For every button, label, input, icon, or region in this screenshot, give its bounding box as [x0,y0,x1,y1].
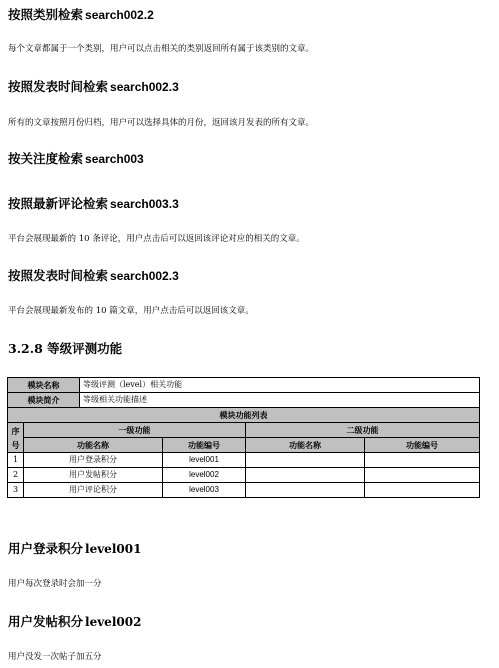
table-row [8,468,480,483]
heading-text: 按照类别检索 [8,7,84,22]
heading-publish-time-search [8,79,179,95]
table-row [8,438,480,453]
paragraph-login-points: 用户每次登录时会加一分 [8,579,102,589]
table-row [8,393,480,408]
row-seq: 1 [8,453,24,468]
paragraph-post-points: 用户没发一次帖子加五分 [8,652,102,662]
row-seq: 3 [8,483,24,498]
heading-text: 用户发帖积分 [8,614,84,629]
level2-header: 二级功能 [246,423,480,438]
paragraph-publish-time-search-2: 平台会展现最新发布的 10 篇文章，用户点击后可以返回该文章。 [8,306,254,316]
section-title: 3.2.8 等级评测功能 [8,341,123,356]
row-func-code: level002 [163,468,246,483]
row-l2-name [246,468,365,483]
heading-code: search002.2 [85,8,154,22]
l1-func-code-header: 功能编号 [163,438,246,453]
module-table [7,377,480,498]
module-desc-value: 等级相关功能描述 [80,393,480,408]
table-row [8,378,480,393]
seq-header: 序号 [8,423,24,453]
heading-latest-comment-search [8,196,179,212]
paragraph-publish-time-search: 所有的文章按照月份归档，用户可以选择具体的月份，返回该月发表的所有文章。 [8,118,315,128]
heading-text: 按照最新评论检索 [8,196,109,211]
row-l2-code [365,453,480,468]
row-func-code: level003 [163,483,246,498]
module-name-label: 模块名称 [8,378,80,393]
row-l2-name [246,453,365,468]
heading-code: search003 [85,152,144,166]
row-func-name: 用户评论积分 [24,483,163,498]
heading-text: 按照发表时间检索 [8,79,109,94]
row-l2-name [246,483,365,498]
l1-func-name-header: 功能名称 [24,438,163,453]
row-seq: 2 [8,468,24,483]
paragraph-latest-comment-search: 平台会展现最新的 10 条评论，用户点击后可以返回该评论对应的相关的文章。 [8,234,305,244]
l2-func-code-header: 功能编号 [365,438,480,453]
function-list-header: 模块功能列表 [8,408,480,423]
heading-attention-search [8,151,144,167]
module-name-value: 等级评测（level）相关功能 [80,378,480,393]
row-l2-code [365,483,480,498]
module-desc-label: 模块简介 [8,393,80,408]
level1-header: 一级功能 [24,423,246,438]
table-row [8,408,480,423]
table-row [8,483,480,498]
table-row [8,423,480,438]
heading-text: 按关注度检索 [8,151,84,166]
heading-text: 用户登录积分 [8,541,84,556]
heading-text: 按照发表时间检索 [8,268,109,283]
l2-func-name-header: 功能名称 [246,438,365,453]
heading-category-search [8,7,154,23]
row-func-name: 用户登录积分 [24,453,163,468]
table-row [8,453,480,468]
paragraph-category-search: 每个文章都属于一个类别，用户可以点击相关的类别返回所有属于该类别的文章。 [8,44,315,54]
heading-code: level001 [85,542,142,556]
heading-post-points [8,614,141,630]
heading-code: search002.3 [110,80,179,94]
row-func-name: 用户发帖积分 [24,468,163,483]
heading-code: search003.3 [110,197,179,211]
row-l2-code [365,468,480,483]
heading-code: search002.3 [110,269,179,283]
heading-code: level002 [85,615,142,629]
row-func-code: level001 [163,453,246,468]
heading-publish-time-search-2 [8,268,179,284]
heading-login-points [8,541,141,557]
